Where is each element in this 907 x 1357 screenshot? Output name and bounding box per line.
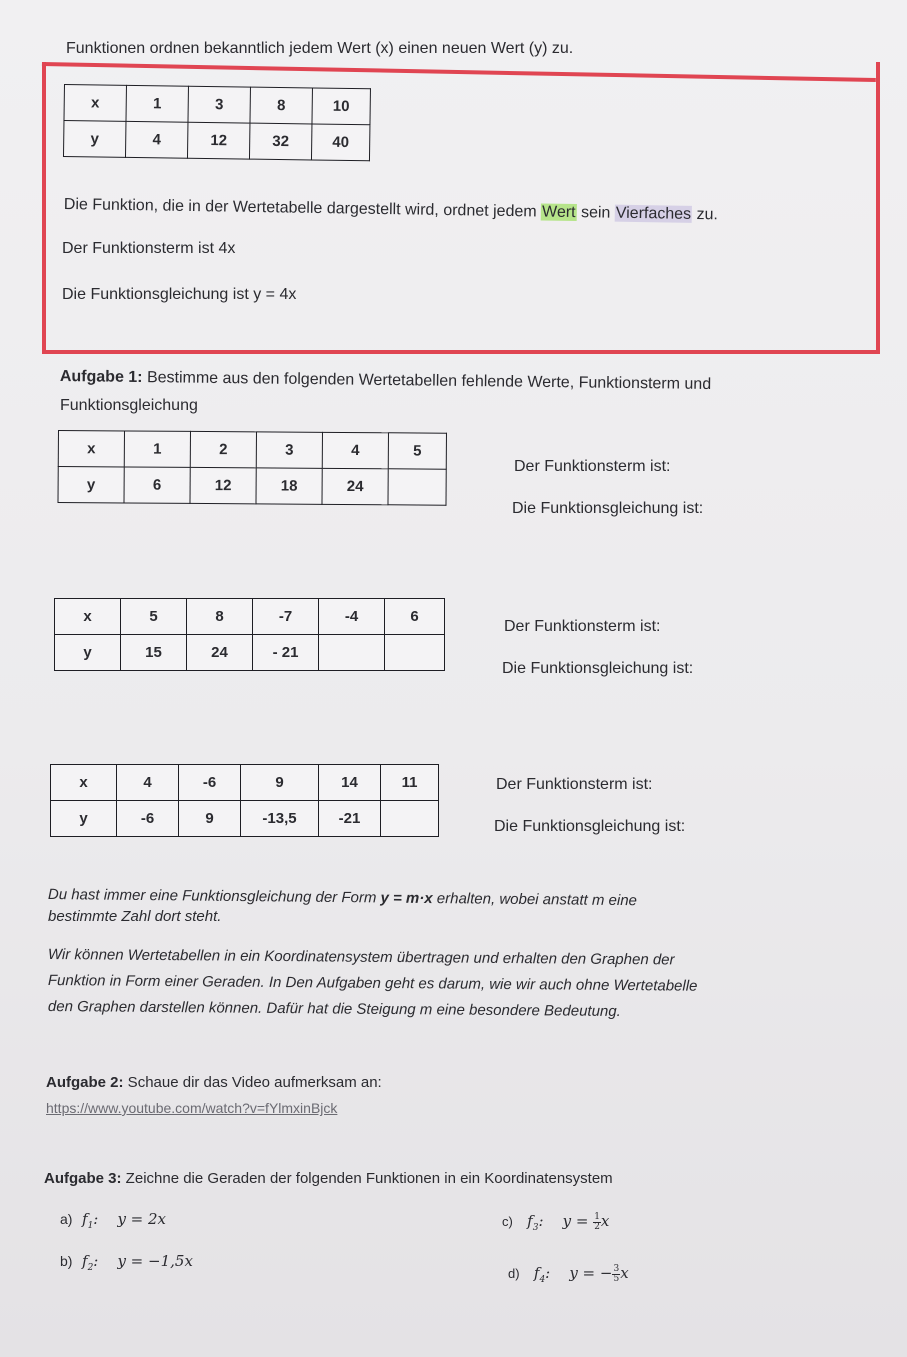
table-cell: -6 — [117, 801, 179, 837]
table1-equation-label: Die Funktionsgleichung ist: — [512, 500, 704, 517]
table-cell: -6 — [179, 765, 241, 801]
table3-term-label: Der Funktionsterm ist: — [496, 776, 653, 793]
note-p2-line2: Funktion in Form einer Geraden. In Den Aufgaben geht es darum, wie wir auch ohne Wertetabelle — [47, 972, 698, 995]
table-cell: -4 — [319, 599, 385, 635]
table-cell: 6 — [124, 467, 190, 503]
intro-sentence: Funktionen ordnen bekanntlich jedem Wert (x) einen neuen Wert (y) zu. — [66, 40, 574, 57]
table-cell: 9 — [241, 765, 319, 801]
table-cell: 8 — [187, 599, 253, 635]
intro-equation: Die Funktionsgleichung ist y = 4x — [62, 286, 297, 303]
table-cell: 11 — [381, 765, 439, 801]
table-cell-empty[interactable] — [388, 469, 446, 505]
task1-table-1 — [57, 430, 447, 506]
table-cell: 12 — [190, 467, 256, 503]
table-header-x: x — [51, 765, 117, 801]
table-cell: 8 — [250, 87, 312, 124]
note-line2: bestimmte Zahl dort steht. — [48, 908, 222, 925]
table-cell: 12 — [187, 122, 249, 159]
table3-equation-label: Die Funktionsgleichung ist: — [494, 818, 686, 835]
table-cell: 24 — [187, 635, 253, 671]
table-cell: 40 — [311, 124, 369, 161]
table-header-y: y — [58, 467, 124, 503]
task1-table-2 — [54, 598, 445, 671]
intro-explanation: Die Funktion, die in der Wertetabelle dargestellt wird, ordnet jedem Wert sein Vierfaches zu. — [63, 196, 719, 224]
table-cell: -7 — [253, 599, 319, 635]
highlight-wert: Wert — [541, 203, 576, 222]
table-cell: 5 — [388, 433, 446, 469]
table-cell: 1 — [124, 431, 190, 467]
task3-item-b: b) $f_2$: y = −1,5x — [60, 1252, 193, 1273]
table-cell: 1 — [126, 85, 188, 122]
table-cell: 24 — [322, 468, 388, 504]
table-cell-empty[interactable] — [385, 635, 445, 671]
video-link[interactable]: https://www.youtube.com/watch?v=fYlmxinBjck — [46, 1100, 338, 1116]
table-cell: 2 — [190, 431, 256, 467]
formula: y = m·x — [380, 889, 433, 908]
task3-heading: Aufgabe 3: Zeichne die Geraden der folgenden Funktionen in ein Koordinatensystem — [44, 1170, 613, 1187]
note-p2-line3: den Graphen darstellen können. Dafür hat die Steigung m eine besondere Bedeutung. — [47, 998, 621, 1020]
fraction: $\frac{3}{5}$ — [613, 1263, 620, 1284]
task3-item-d: d) $f_4$: y = − $\frac{3}{5}$ x — [508, 1263, 629, 1285]
fraction: $\frac{1}{2}$ — [594, 1211, 600, 1232]
task3-item-a: a) $f_1$: y = 2x — [60, 1210, 167, 1231]
table1-term-label: Der Funktionsterm ist: — [514, 458, 671, 475]
table-cell: 3 — [188, 86, 250, 123]
table-cell: 9 — [179, 801, 241, 837]
intro-term: Der Funktionsterm ist 4x — [62, 240, 236, 257]
table-header-x: x — [58, 431, 124, 467]
task1-table-3 — [50, 764, 439, 837]
table-cell: 15 — [121, 635, 187, 671]
table2-term-label: Der Funktionsterm ist: — [504, 618, 661, 635]
intro-value-table — [63, 84, 371, 161]
table2-equation-label: Die Funktionsgleichung ist: — [502, 660, 694, 677]
table-cell: 4 — [117, 765, 179, 801]
table-cell: 6 — [385, 599, 445, 635]
table-cell: 10 — [312, 88, 370, 125]
note-p2-line1: Wir können Wertetabellen in ein Koordinatensystem übertragen und erhalten den Graphen der — [47, 946, 675, 969]
table-cell: 14 — [319, 765, 381, 801]
note-line1: Du hast immer eine Funktionsgleichung der Form y = m·x erhalten, wobei anstatt m eine — [47, 886, 638, 910]
table-cell-empty[interactable] — [319, 635, 385, 671]
table-header-y: y — [55, 635, 121, 671]
table-cell-empty[interactable] — [381, 801, 439, 837]
task3-item-c: c) $f_3$: y = $\frac{1}{2}$ x — [502, 1211, 610, 1233]
task1-heading-line2: Funktionsgleichung — [60, 397, 198, 414]
table-header-x: x — [55, 599, 121, 635]
table-cell: 32 — [249, 123, 311, 160]
task2-heading: Aufgabe 2: Schaue dir das Video aufmerksam an: — [46, 1074, 382, 1091]
table-header-y: y — [63, 121, 125, 158]
table-cell: 18 — [256, 468, 322, 504]
table-cell: - 21 — [253, 635, 319, 671]
highlight-vierfaches: Vierfaches — [615, 204, 692, 223]
table-cell: 3 — [256, 432, 322, 468]
task1-heading: Aufgabe 1: Bestimme aus den folgenden Wertetabellen fehlende Werte, Funktionsterm und — [59, 368, 712, 393]
table-cell: 5 — [121, 599, 187, 635]
table-cell: 4 — [125, 121, 187, 158]
table-header-x: x — [64, 85, 126, 122]
table-cell: 4 — [322, 432, 388, 468]
table-cell: -21 — [319, 801, 381, 837]
table-header-y: y — [51, 801, 117, 837]
table-cell: -13,5 — [241, 801, 319, 837]
